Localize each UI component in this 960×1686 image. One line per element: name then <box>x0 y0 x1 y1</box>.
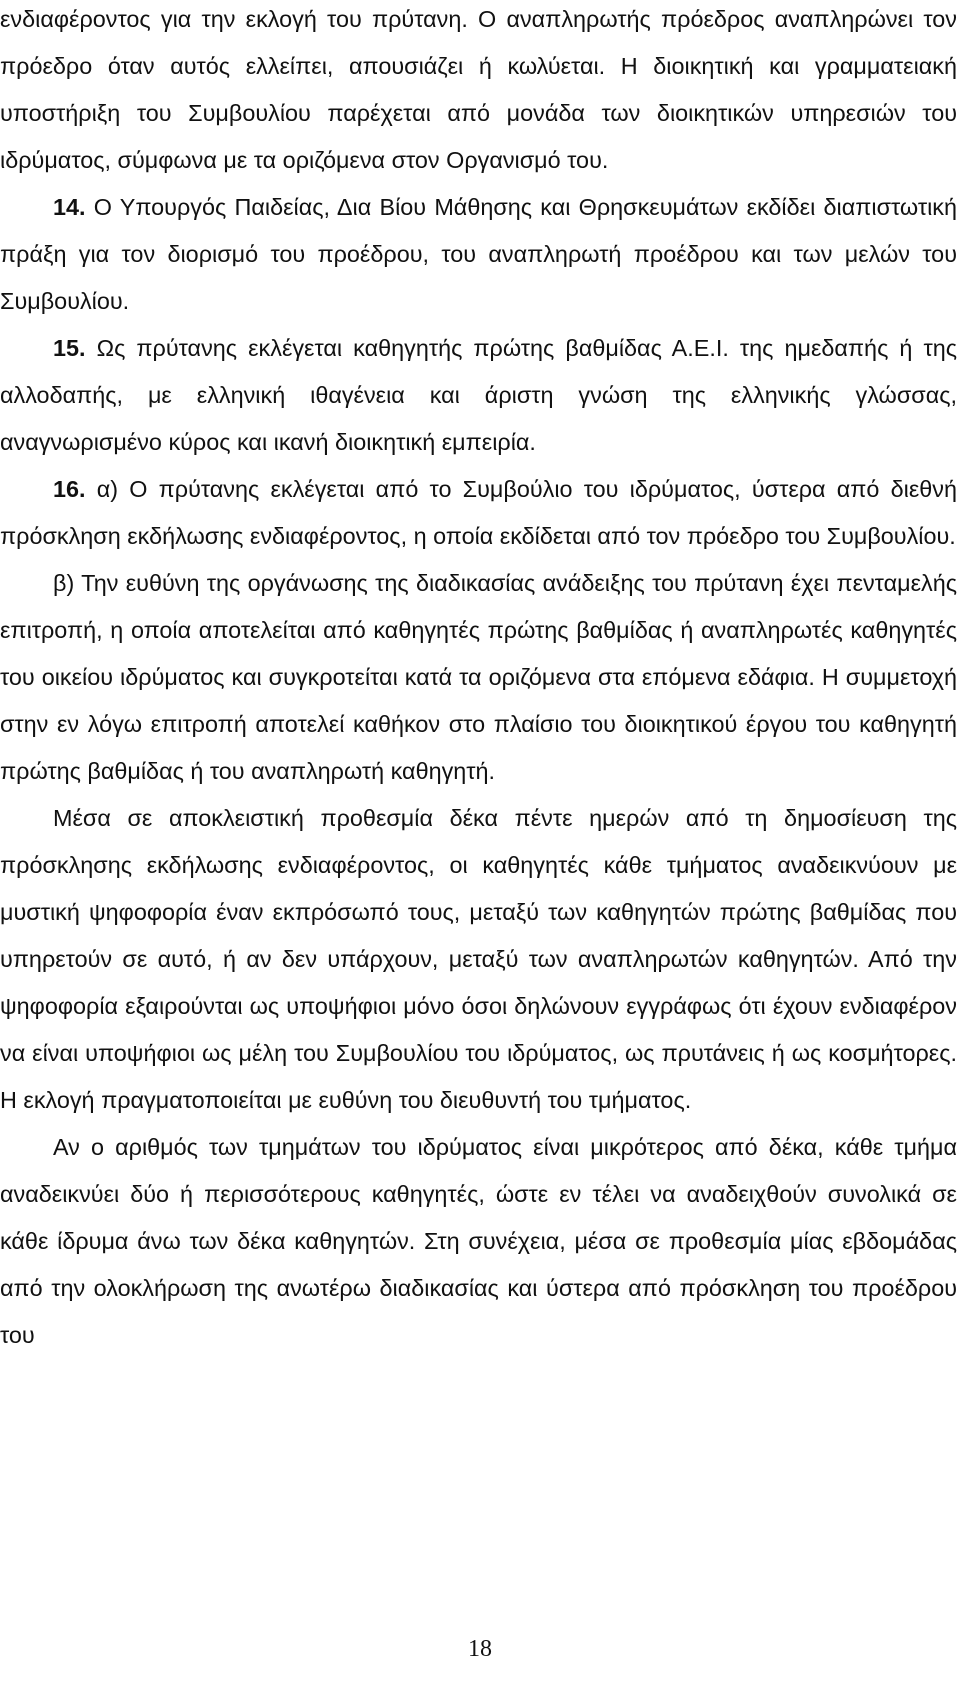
paragraph-text: Ο Υπουργός Παιδείας, Δια Βίου Μάθησης και Θρησκευμάτων εκδίδει διαπιστωτική πράξη για τον διορισμό του προέδρου, του αναπληρωτή προέδρου και των μελών του Συμβουλίου. <box>0 194 957 314</box>
paragraph-number: 15. <box>53 335 86 361</box>
paragraph-14 <box>0 184 957 325</box>
paragraph-text: ενδιαφέροντος για την εκλογή του πρύτανη. Ο αναπληρωτής πρόεδρος αναπληρώνει τον πρόεδρο όταν αυτός ελλείπει, απουσιάζει ή κωλύεται. Η διοικητική και γραμματειακή υποστήριξη του Συμβουλίου παρέχεται από μονάδα των διοικητικών υπηρεσιών του ιδρύματος, σύμφωνα με τα οριζόμενα στον Οργανισμό του. <box>0 6 957 173</box>
paragraph-16 <box>0 466 957 560</box>
paragraph-text: Αν ο αριθμός των τμημάτων του ιδρύματος είναι μικρότερος από δέκα, κάθε τμήμα αναδεικνύει δύο ή περισσότερους καθηγητές, ώστε εν τέλει να αναδειχθούν συνολικά σε κάθε ίδρυμα άνω των δέκα καθηγητών. Στη συνέχεια, μέσα σε προθεσμία μίας εβδομάδας από την ολοκλήρωση της ανωτέρω διαδικασίας και ύστερα από πρόσκληση του προέδρου του <box>0 1134 957 1348</box>
paragraph-departments <box>0 1124 957 1359</box>
paragraph-text: Ως πρύτανης εκλέγεται καθηγητής πρώτης βαθμίδας Α.Ε.Ι. της ημεδαπής ή της αλλοδαπής, με ελληνική ιθαγένεια και άριστη γνώση της ελληνικής γλώσσας, αναγνωρισμένο κύρος και ικανή διοικητική εμπειρία. <box>0 335 957 455</box>
paragraph-deadline <box>0 795 957 1124</box>
page-number: 18 <box>468 1636 492 1662</box>
paragraph-15 <box>0 325 957 466</box>
paragraph-16-b <box>0 560 957 795</box>
paragraph-text: Μέσα σε αποκλειστική προθεσμία δέκα πέντε ημερών από τη δημοσίευση της πρόσκλησης εκδήλωσης ενδιαφέροντος, οι καθηγητές κάθε τμήματος αναδεικνύουν με μυστική ψηφοφορία έναν εκπρόσωπό τους, μεταξύ των καθηγητών πρώτης βαθμίδας που υπηρετούν σε αυτό, ή αν δεν υπάρχουν, μεταξύ των αναπληρωτών καθηγητών. Από την ψηφοφορία εξαιρούνται ως υποψήφιοι μόνο όσοι δηλώνουν εγγράφως ότι έχουν ενδιαφέρον να είναι υποψήφιοι ως μέλη του Συμβουλίου του ιδρύματος, ως πρυτάνεις ή ως κοσμήτορες. Η εκλογή πραγματοποιείται με ευθύνη του διευθυντή του τμήματος. <box>0 805 957 1113</box>
paragraph-text: α) Ο πρύτανης εκλέγεται από το Συμβούλιο του ιδρύματος, ύστερα από διεθνή πρόσκληση εκδήλωσης ενδιαφέροντος, η οποία εκδίδεται από τον πρόεδρο του Συμβουλίου. <box>0 476 957 549</box>
paragraph-number: 14. <box>53 194 86 220</box>
paragraph-number: 16. <box>53 476 86 502</box>
paragraph-text: β) Την ευθύνη της οργάνωσης της διαδικασίας ανάδειξης του πρύτανη έχει πενταμελής επιτροπή, η οποία αποτελείται από καθηγητές πρώτης βαθμίδας ή αναπληρωτές καθηγητές του οικείου ιδρύματος και συγκροτείται κατά τα οριζόμενα στα επόμενα εδάφια. Η συμμετοχή στην εν λόγω επιτροπή αποτελεί καθήκον στο πλαίσιο του διοικητικού έργου του καθηγητή πρώτης βαθμίδας ή του αναπληρωτή καθηγητή. <box>0 570 957 784</box>
paragraph-continuation-1 <box>0 0 957 184</box>
